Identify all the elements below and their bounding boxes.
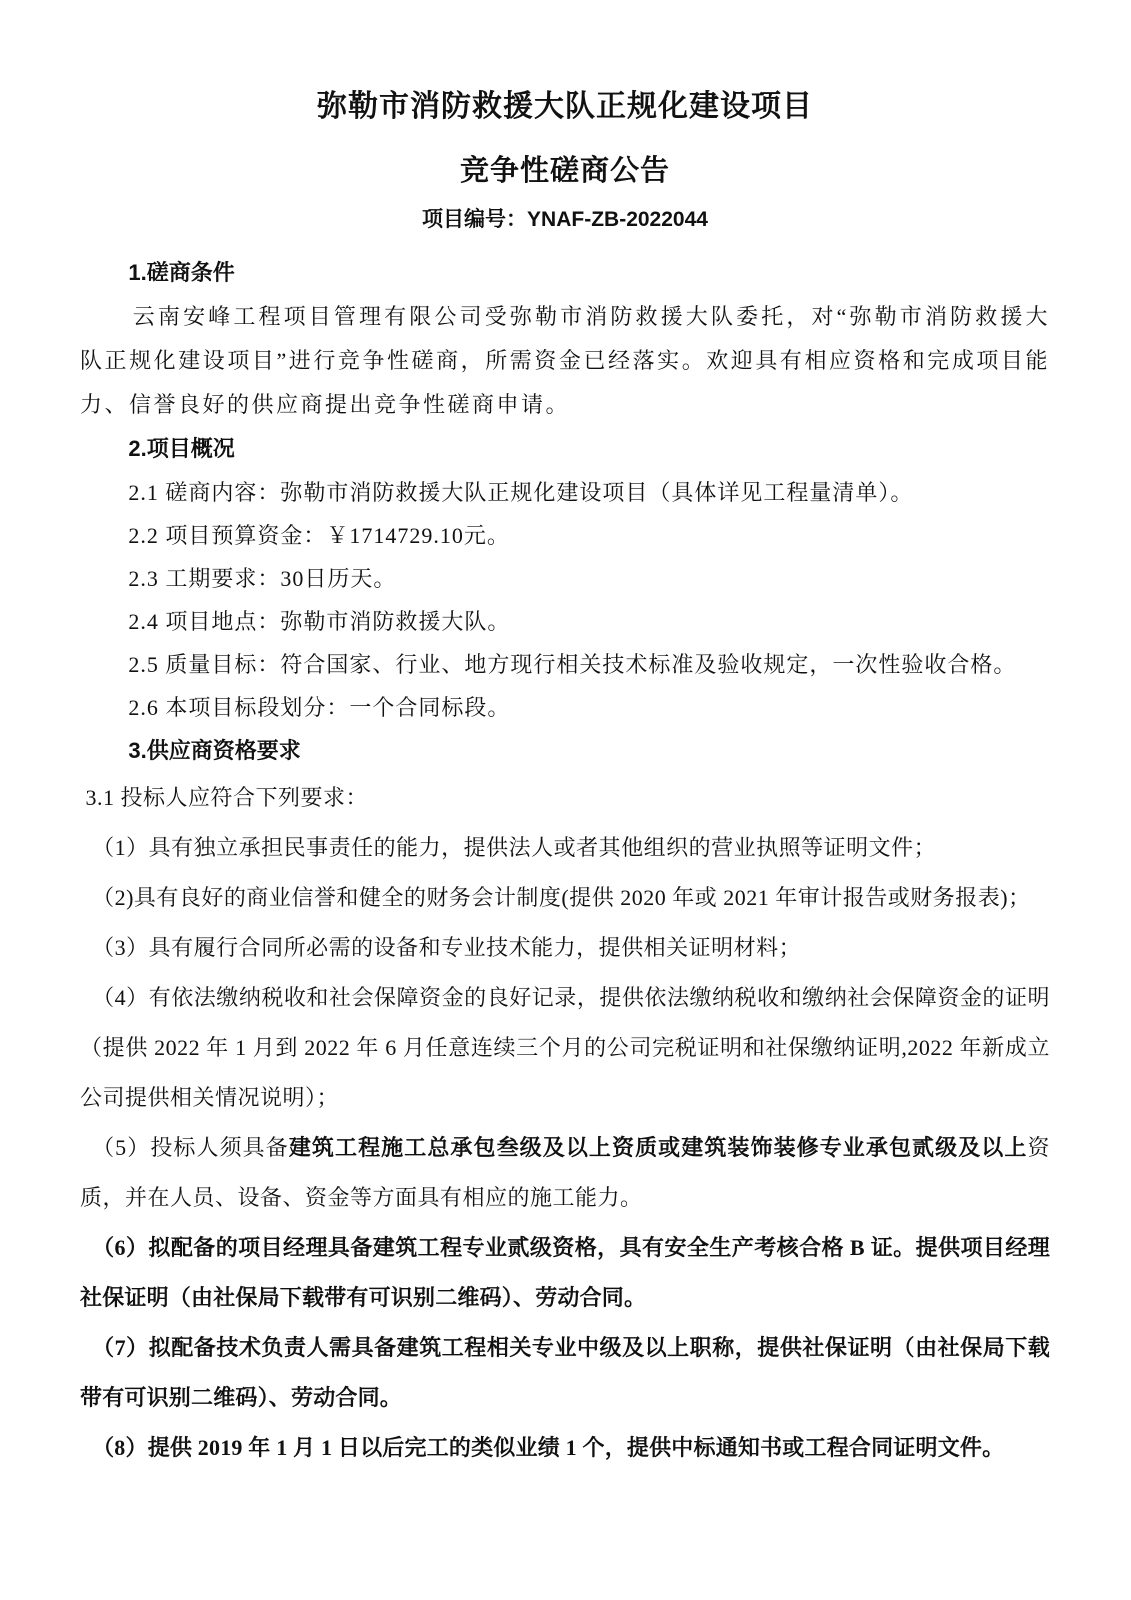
clause-2-5: 2.5 质量目标：符合国家、行业、地方现行相关技术标准及验收规定，一次性验收合格。	[128, 652, 1017, 677]
clause-3-1: 3.1 投标人应符合下列要求：	[85, 785, 369, 810]
clause-2-1: 2.1 磋商内容：弥勒市消防救援大队正规化建设项目（具体详见工程量清单）。	[128, 480, 914, 505]
requirement-5	[80, 1123, 1050, 1223]
requirement-5-bold-qualification: 建筑工程施工总承包叁级及以上资质或建筑装饰装修专业承包贰级及以上	[288, 1135, 1028, 1160]
clause-2-2: 2.2 项目预算资金：￥1714729.10元。	[128, 523, 510, 548]
requirement-1: （1）具有独立承担民事责任的能力，提供法人或者其他组织的营业执照等证明文件；	[92, 835, 937, 860]
section-1-heading: 1.磋商条件	[128, 260, 235, 285]
requirement-5-suffix: 资质，并在人员、设备、资金等方面具有相应的施工能力。	[80, 1135, 1050, 1210]
requirement-3: （3）具有履行合同所必需的设备和专业技术能力，提供相关证明材料；	[92, 935, 802, 960]
clause-2-6: 2.6 本项目标段划分：一个合同标段。	[128, 695, 511, 720]
project-number: 项目编号：YNAF-ZB-2022044	[422, 208, 708, 231]
requirement-7: （7）拟配备技术负责人需具备建筑工程相关专业中级及以上职称，提供社保证明（由社保局下载带有可识别二维码）、劳动合同。	[80, 1335, 1050, 1410]
document-subtitle: 竞争性磋商公告	[459, 155, 670, 187]
requirement-6: （6）拟配备的项目经理具备建筑工程专业贰级资格，具有安全生产考核合格 B 证。提供项目经理社保证明（由社保局下载带有可识别二维码）、劳动合同。	[80, 1235, 1050, 1310]
section-2-heading: 2.项目概况	[128, 436, 235, 461]
requirement-4: （4）有依法缴纳税收和社会保障资金的良好记录，提供依法缴纳税收和缴纳社会保障资金的证明（提供 2022 年 1 月到 2022 年 6 月任意连续三个月的公司完税证明和社保缴纳证明,2022 年新成立公司提供相关情况说明）；	[80, 985, 1050, 1110]
requirement-5-prefix: （5）投标人须具备	[92, 1135, 289, 1160]
requirement-8: （8）提供 2019 年 1 月 1 日以后完工的类似业绩 1 个，提供中标通知书或工程合同证明文件。	[92, 1435, 1005, 1460]
section-1-paragraph: 云南安峰工程项目管理有限公司受弥勒市消防救援大队委托，对“弥勒市消防救援大队正规化建设项目”进行竞争性磋商，所需资金已经落实。欢迎具有相应资格和完成项目能力、信誉良好的供应商提出竞争性磋商申请。	[80, 304, 1050, 417]
requirement-2: （2)具有良好的商业信誉和健全的财务会计制度(提供 2020 年或 2021 年审计报告或财务报表)；	[92, 885, 1031, 910]
clause-2-3: 2.3 工期要求：30日历天。	[128, 566, 397, 591]
section-3-heading: 3.供应商资格要求	[128, 738, 301, 763]
document-title: 弥勒市消防救援大队正规化建设项目	[317, 90, 813, 123]
clause-2-4: 2.4 项目地点：弥勒市消防救援大队。	[128, 609, 511, 634]
